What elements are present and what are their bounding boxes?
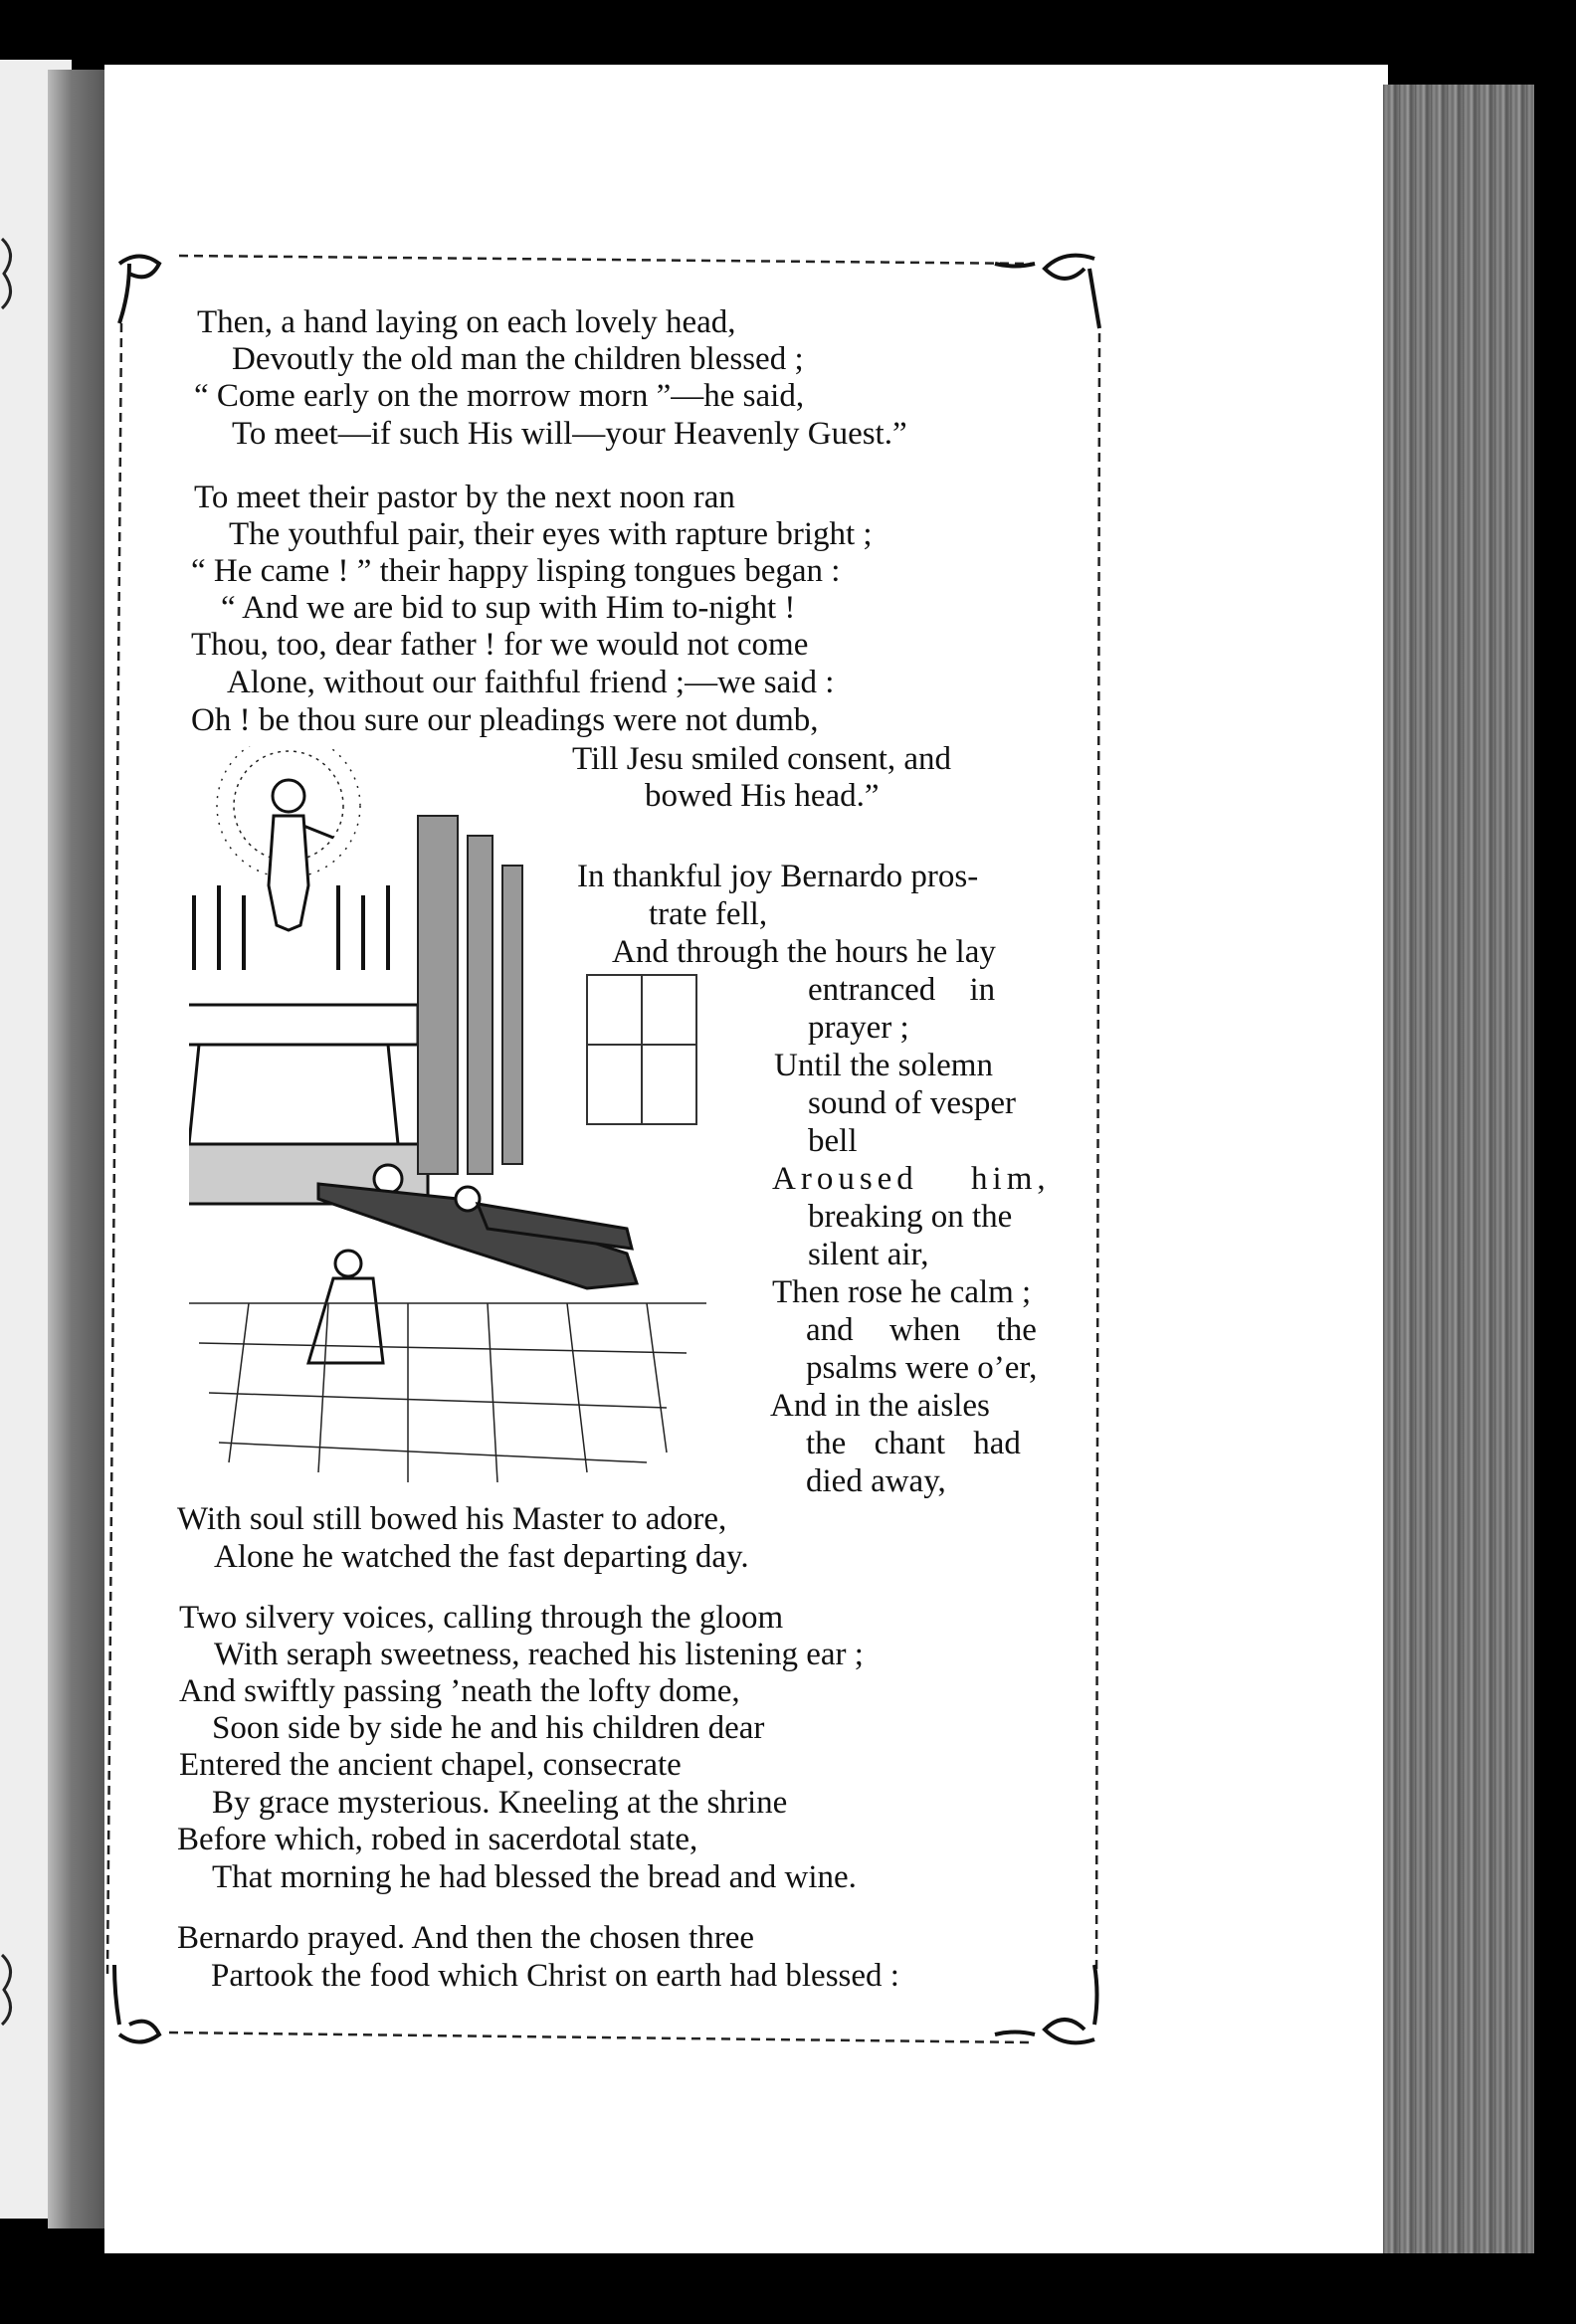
poem-line: Till Jesu smiled consent, and xyxy=(572,741,952,777)
poem-line: entranced in xyxy=(808,972,996,1008)
book-fore-edge xyxy=(1383,85,1534,2253)
poem-line: the chant had xyxy=(806,1426,1021,1461)
previous-page-ornament-icon xyxy=(0,234,22,313)
poem-line: Devoutly the old man the children blessed ; xyxy=(232,341,804,377)
poem-line: Then rose he calm ; xyxy=(772,1274,1032,1310)
poem-line: In thankful joy Bernardo pros- xyxy=(577,859,979,894)
poem-line: Two silvery voices, calling through the gloom xyxy=(179,1600,784,1636)
poem-line: Bernardo prayed. And then the chosen three xyxy=(177,1920,755,1956)
poem-line: Thou, too, dear father ! for we would not come xyxy=(191,627,809,663)
church-pillars xyxy=(418,816,522,1174)
poem-line: The youthful pair, their eyes with rapture bright ; xyxy=(229,516,873,552)
poem-line: Then, a hand laying on each lovely head, xyxy=(197,304,736,340)
poem-line: Soon side by side he and his children dear xyxy=(212,1710,765,1746)
poem-line: By grace mysterious. Kneeling at the shrine xyxy=(212,1785,788,1821)
previous-page-ornament-icon xyxy=(0,1950,22,2030)
poem-line: died away, xyxy=(806,1463,946,1499)
poem-line: sound of vesper xyxy=(808,1085,1016,1121)
poem-line: psalms were o’er, xyxy=(806,1350,1038,1386)
poem-line: “ He came ! ” their happy lisping tongues began : xyxy=(191,553,841,589)
poem-line: Aroused him, xyxy=(772,1161,1051,1197)
distant-window xyxy=(587,975,696,1124)
poem-line: bowed His head.” xyxy=(645,778,880,814)
floor-tiles xyxy=(189,1303,706,1482)
poem-line: With soul still bowed his Master to adore, xyxy=(177,1501,727,1537)
poem-line: silent air, xyxy=(808,1237,929,1272)
poem-line: Until the solemn xyxy=(774,1048,993,1083)
poem-line: Before which, robed in sacerdotal state, xyxy=(177,1822,698,1857)
poem-line: Alone he watched the fast departing day. xyxy=(214,1539,749,1575)
christ-child-figure xyxy=(269,780,333,930)
poem-line: That morning he had blessed the bread and wine. xyxy=(212,1859,857,1895)
poem-line: “ And we are bid to sup with Him to-night ! xyxy=(221,590,796,626)
poem-line: bell xyxy=(808,1123,858,1159)
poem-line: breaking on the xyxy=(808,1199,1013,1235)
poem-line: Oh ! be thou sure our pleadings were not dumb, xyxy=(191,702,819,738)
poem-line: And through the hours he lay xyxy=(612,934,996,970)
poem-line: and when the xyxy=(806,1312,1037,1348)
poem-line: To meet their pastor by the next noon ran xyxy=(194,480,735,515)
poem-line: trate fell, xyxy=(649,896,768,932)
poem-line: To meet—if such His will—your Heavenly Guest.” xyxy=(232,416,907,452)
poem-line: prayer ; xyxy=(808,1010,909,1046)
poem-line: And in the aisles xyxy=(770,1388,990,1424)
poem-line: With seraph sweetness, reached his listening ear ; xyxy=(214,1637,864,1672)
poem-line: Alone, without our faithful friend ;—we said : xyxy=(227,665,835,700)
previous-page-gutter xyxy=(48,70,107,2228)
poem-line: And swiftly passing ’neath the lofty dome, xyxy=(179,1673,740,1709)
poem-line: Partook the food which Christ on earth had blessed : xyxy=(211,1958,899,1994)
poem-line: Entered the ancient chapel, consecrate xyxy=(179,1747,682,1783)
poem-line: “ Come early on the morrow morn ”—he said, xyxy=(194,378,805,414)
